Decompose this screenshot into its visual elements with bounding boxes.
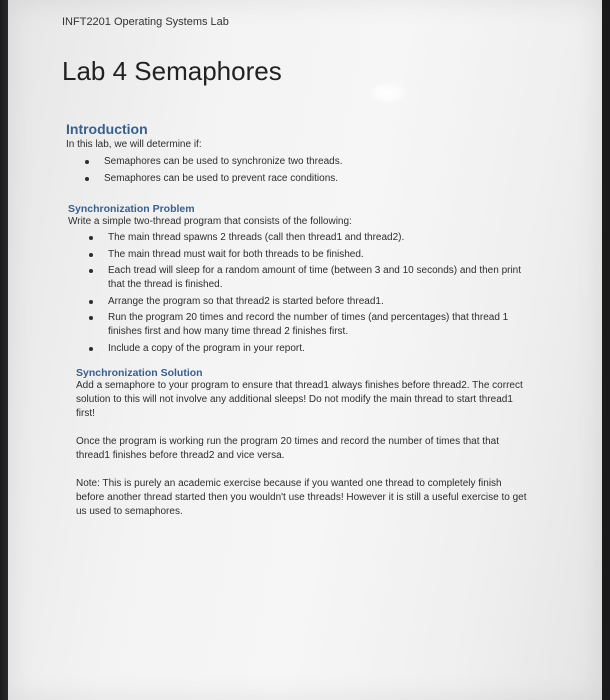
bullet-icon	[85, 160, 89, 164]
document-title: Lab 4 Semaphores	[62, 56, 282, 86]
bullet-icon	[89, 236, 93, 240]
document-page	[8, 0, 602, 700]
sync-problem-lead: Write a simple two-thread program that consists of the following:	[68, 216, 352, 227]
list-item: The main thread must wait for both threads to be finished.	[86, 248, 526, 262]
sync-problem-section	[68, 203, 538, 358]
introduction-section	[66, 121, 566, 188]
list-item: Semaphores can be used to prevent race conditions.	[82, 172, 566, 186]
list-item: Each tread will sleep for a random amount of time (between 3 and 10 seconds) and then print that the thread is finished.	[86, 264, 526, 292]
list-item: Run the program 20 times and record the number of times (and percentages) that thread 1 finishes first and how many time thread 2 finishes first.	[86, 311, 526, 339]
bullet-icon	[89, 269, 93, 273]
list-item: The main thread spawns 2 threads (call then thread1 and thread2).	[86, 231, 526, 245]
sync-solution-heading: Synchronization Solution	[76, 367, 203, 379]
sync-solution-paragraph-2: Once the program is working run the program 20 times and record the number of times that that thread1 finishes before thread2 and vice versa.	[76, 436, 499, 461]
list-item: Semaphores can be used to synchronize two threads.	[82, 155, 566, 169]
introduction-heading: Introduction	[66, 121, 148, 137]
sync-problem-heading: Synchronization Problem	[68, 203, 195, 215]
introduction-lead: In this lab, we will determine if:	[66, 139, 202, 150]
bullet-icon	[85, 177, 89, 181]
sync-solution-paragraph-1: Add a semaphore to your program to ensure that thread1 always finishes before thread2. The correct solution to this will not involve any additional sleeps! Do not modify the main thread to start thread1 first!	[76, 380, 523, 419]
introduction-list	[82, 155, 566, 186]
list-item: Include a copy of the program in your report.	[86, 342, 526, 356]
light-glare	[368, 82, 408, 104]
sync-problem-list	[86, 231, 526, 356]
sync-solution-section	[76, 367, 531, 519]
bullet-icon	[89, 253, 93, 257]
bullet-icon	[89, 316, 93, 320]
sync-solution-note: Note: This is purely an academic exercise because if you wanted one thread to completely finish before another thread started then you wouldn't use threads! However it is still a useful exercise to get us used to semaphores.	[76, 478, 527, 517]
list-item: Arrange the program so that thread2 is started before thread1.	[86, 295, 526, 309]
course-header: INFT2201 Operating Systems Lab	[62, 16, 229, 28]
bullet-icon	[89, 347, 93, 351]
bullet-icon	[89, 300, 93, 304]
